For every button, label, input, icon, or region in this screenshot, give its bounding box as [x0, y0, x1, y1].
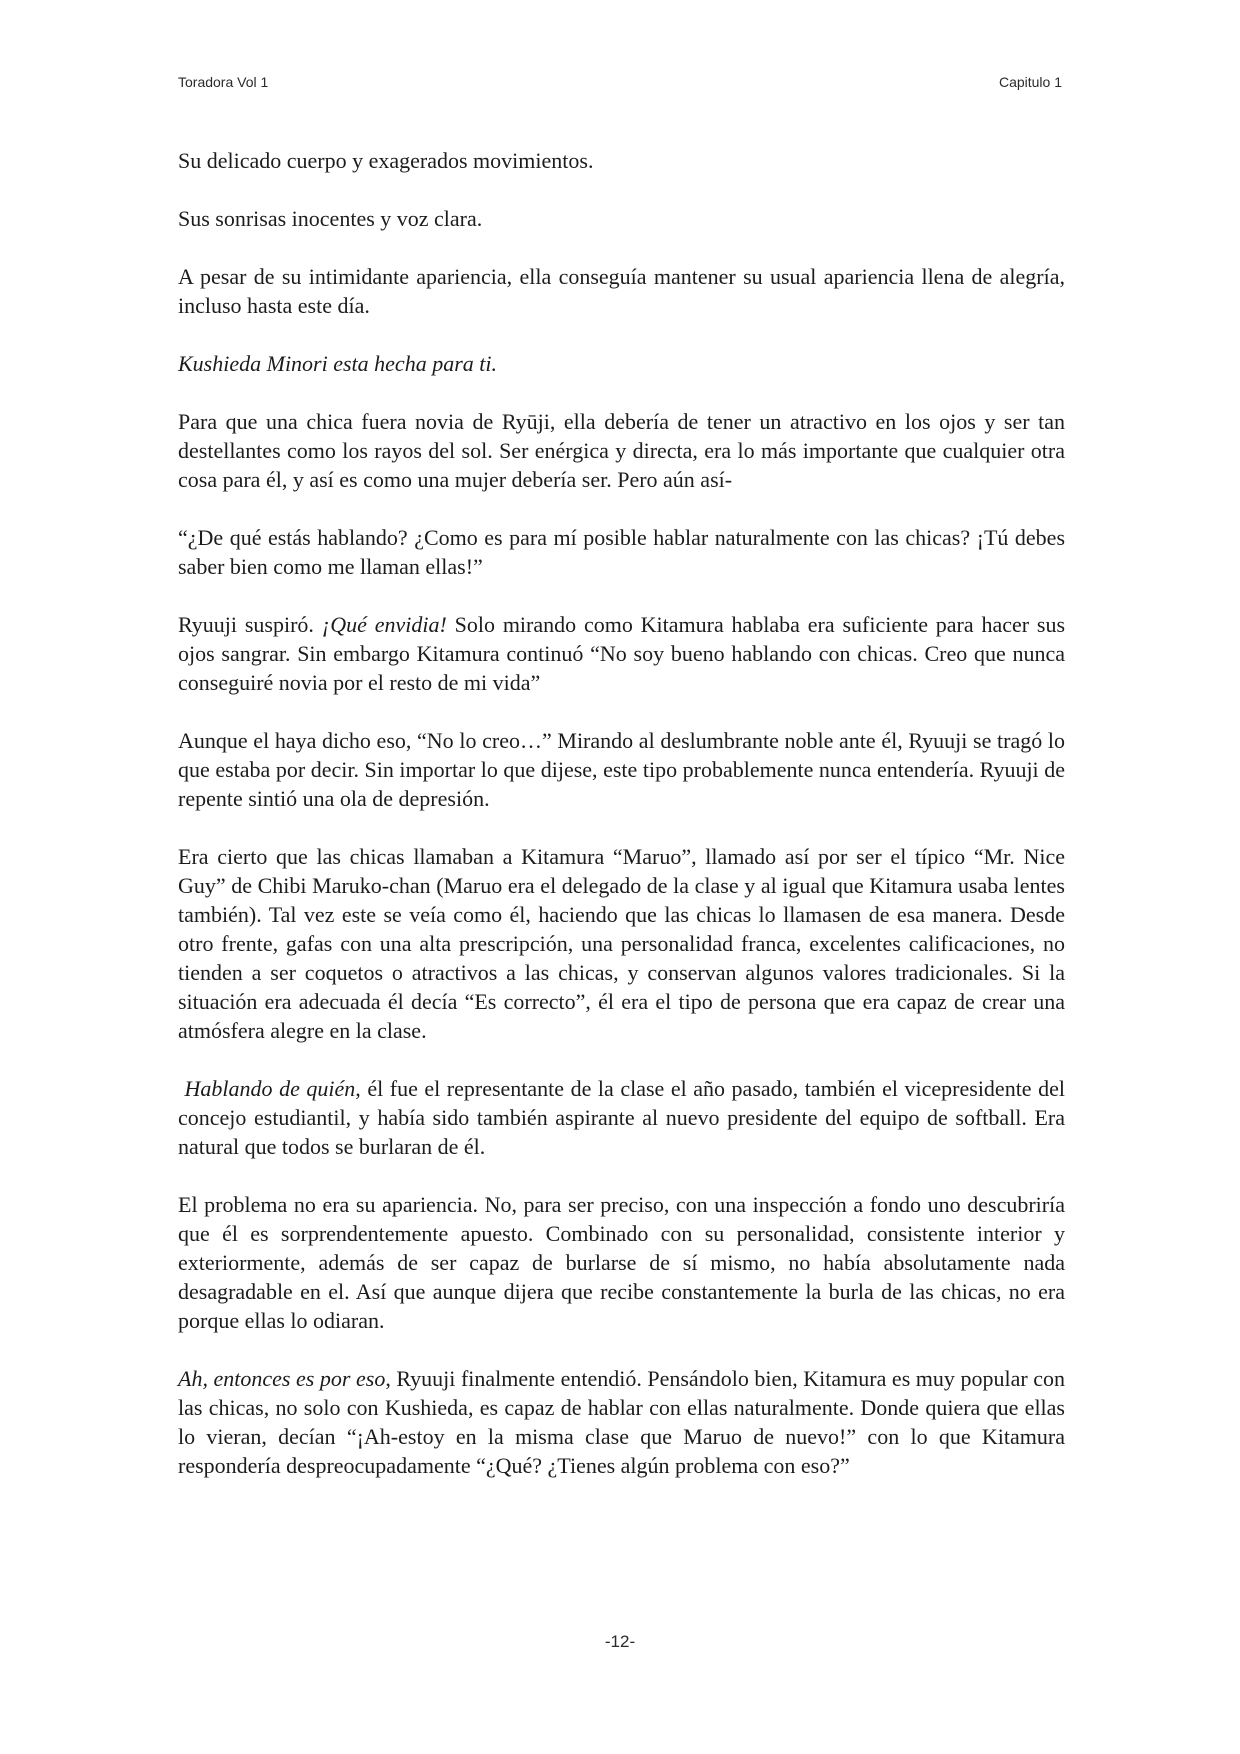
paragraph-7-start: Ryuuji suspiró.: [178, 612, 322, 637]
paragraph-6: “¿De qué estás hablando? ¿Como es para mí posible hablar naturalmente con las chicas? ¡Tú debes saber bien como me llaman ellas!”: [178, 525, 1065, 579]
italic-thought: Ah, entonces es por eso: [178, 1366, 386, 1391]
chapter-title: Capitulo 1: [998, 74, 1062, 90]
paragraph-10-rest: , él fue el representante de la clase el año pasado, también el vicepresidente del concejo estudiantil, y había sido también aspirante al nuevo presidente del equipo de softball. Era natural que todos se burlaran de él.: [178, 1076, 1065, 1159]
body-text: [178, 146, 1065, 1509]
paragraph-10: [178, 1074, 1065, 1161]
book-title: Toradora Vol 1: [178, 74, 269, 90]
paragraph-12: [178, 1364, 1065, 1480]
paragraph-9: Era cierto que las chicas llamaban a Kitamura “Maruo”, llamado así por ser el típico “Mr. Nice Guy” de Chibi Maruko-chan (Maruo era el delegado de la clase y al igual que Kitamura usaba lentes también). Tal vez este se veía como él, haciendo que las chicas lo llamasen de esa manera. Desde otro frente, gafas con una alta prescripción, una personalidad franca, excelentes calificaciones, no tienden a ser coquetos o atractivos a las chicas, y conservan algunos valores tradicionales. Si la situación era adecuada él decía “Es correcto”, él era el tipo de persona que era capaz de crear una atmósfera alegre en la clase.: [178, 844, 1065, 1043]
italic-thought: Kushieda Minori esta hecha para ti.: [178, 351, 497, 376]
italic-thought: Hablando de quién: [184, 1076, 356, 1101]
paragraph-5: Para que una chica fuera novia de Ryūji, ella debería de tener un atractivo en los ojos y ser tan destellantes como los rayos del sol. Ser enérgica y directa, era lo más importante que cualquier otra cosa para él, y así es como una mujer debería ser. Pero aún así-: [178, 409, 1065, 492]
paragraph-12-rest: , Ryuuji finalmente entendió. Pensándolo bien, Kitamura es muy popular con las chicas, no solo con Kushieda, es capaz de hablar con ellas naturalmente. Donde quiera que ellas lo vieran, decían “¡Ah-estoy en la misma clase que Maruo de nuevo!” con lo que Kitamura respondería despreocupadamente “¿Qué? ¿Tienes algún problema con eso?”: [178, 1366, 1065, 1478]
paragraph-7: [178, 610, 1065, 697]
running-header: [178, 74, 1062, 94]
paragraph-1: Su delicado cuerpo y exagerados movimientos.: [178, 148, 594, 173]
paragraph-8: Aunque el haya dicho eso, “No lo creo…” Mirando al deslumbrante noble ante él, Ryuuji se tragó lo que estaba por decir. Sin importar lo que dijese, este tipo probablemente nunca entendería. Ryuuji de repente sintió una ola de depresión.: [178, 728, 1065, 811]
paragraph-3: A pesar de su intimidante apariencia, ella conseguía mantener su usual apariencia llena de alegría, incluso hasta este día.: [178, 264, 1065, 318]
paragraph-11: El problema no era su apariencia. No, para ser preciso, con una inspección a fondo uno descubriría que él es sorprendentemente apuesto. Combinado con su personalidad, consistente interior y exteriormente, además de ser capaz de burlarse de sí mismo, no había absolutamente nada desagradable en el. Así que aunque dijera que recibe constantemente la burla de las chicas, no era porque ellas lo odiaran.: [178, 1192, 1065, 1333]
paragraph-4: [178, 349, 1065, 378]
page-number: -12-: [604, 1632, 636, 1651]
paragraph-7-rest: Solo mirando como Kitamura hablaba era suficiente para hacer sus ojos sangrar. Sin embargo Kitamura continuó “No soy bueno hablando con chicas. Creo que nunca conseguiré novia por el resto de mi vida”: [178, 612, 1066, 695]
italic-thought: ¡Qué envidia!: [321, 612, 447, 637]
paragraph-2: Sus sonrisas inocentes y voz clara.: [178, 206, 483, 231]
